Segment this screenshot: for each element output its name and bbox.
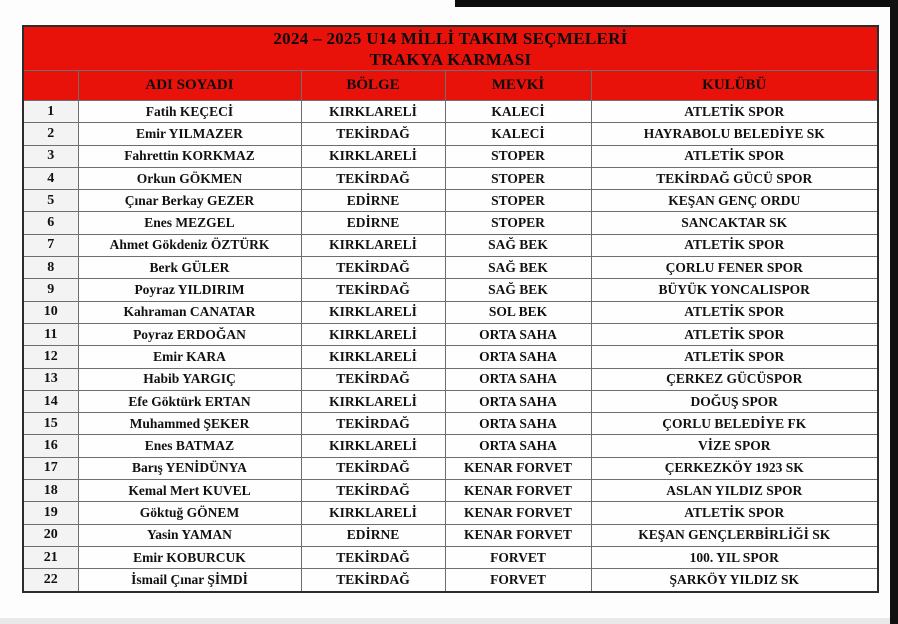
right-black-bar (890, 0, 898, 624)
club-cell: ÇORLU FENER SPOR (591, 257, 878, 279)
position-cell: KENAR FORVET (445, 502, 591, 524)
row-number-cell: 6 (23, 212, 78, 234)
table-row (23, 145, 878, 167)
player-name-cell: İsmail Çınar ŞİMDİ (78, 569, 301, 592)
row-number-cell: 10 (23, 301, 78, 323)
club-cell: HAYRABOLU BELEDİYE SK (591, 123, 878, 145)
row-number-cell: 21 (23, 546, 78, 568)
position-cell: ORTA SAHA (445, 435, 591, 457)
row-number-cell: 15 (23, 413, 78, 435)
region-cell: KIRKLARELİ (301, 346, 445, 368)
position-cell: KALECİ (445, 101, 591, 123)
table-row (23, 257, 878, 279)
player-name-cell: Göktuğ GÖNEM (78, 502, 301, 524)
player-name-cell: Kahraman CANATAR (78, 301, 301, 323)
player-name-cell: Enes MEZGEL (78, 212, 301, 234)
player-name-cell: Kemal Mert KUVEL (78, 480, 301, 502)
club-cell: KEŞAN GENÇ ORDU (591, 190, 878, 212)
region-cell: TEKİRDAĞ (301, 569, 445, 592)
position-cell: STOPER (445, 145, 591, 167)
row-number-cell: 19 (23, 502, 78, 524)
players-table (22, 25, 879, 593)
table-row (23, 279, 878, 301)
player-name-cell: Emir YILMAZER (78, 123, 301, 145)
position-cell: SOL BEK (445, 301, 591, 323)
table-row (23, 457, 878, 479)
club-cell: ATLETİK SPOR (591, 145, 878, 167)
title-line-1: 2024 – 2025 U14 MİLLİ TAKIM SEÇMELERİ (273, 28, 628, 48)
player-name-cell: Enes BATMAZ (78, 435, 301, 457)
club-cell: SANCAKTAR SK (591, 212, 878, 234)
table-row (23, 234, 878, 256)
row-number-cell: 3 (23, 145, 78, 167)
row-number-cell: 1 (23, 101, 78, 123)
row-number-cell: 14 (23, 390, 78, 412)
column-header-number (23, 71, 78, 101)
row-number-cell: 9 (23, 279, 78, 301)
position-cell: STOPER (445, 212, 591, 234)
region-cell: KIRKLARELİ (301, 502, 445, 524)
table-row (23, 123, 878, 145)
table-row (23, 502, 878, 524)
column-header-club: KULÜBÜ (591, 71, 878, 101)
region-cell: KIRKLARELİ (301, 234, 445, 256)
table-row (23, 480, 878, 502)
position-cell: STOPER (445, 167, 591, 189)
region-cell: TEKİRDAĞ (301, 457, 445, 479)
row-number-cell: 7 (23, 234, 78, 256)
column-header-region: BÖLGE (301, 71, 445, 101)
table-row (23, 212, 878, 234)
row-number-cell: 20 (23, 524, 78, 546)
position-cell: FORVET (445, 546, 591, 568)
player-name-cell: Poyraz YILDIRIM (78, 279, 301, 301)
player-name-cell: Ahmet Gökdeniz ÖZTÜRK (78, 234, 301, 256)
table-row (23, 346, 878, 368)
title-line-2: TRAKYA KARMASI (369, 49, 532, 69)
player-name-cell: Emir KOBURCUK (78, 546, 301, 568)
table-row (23, 569, 878, 592)
position-cell: KENAR FORVET (445, 524, 591, 546)
column-header-name: ADI SOYADI (78, 71, 301, 101)
player-name-cell: Habib YARGIÇ (78, 368, 301, 390)
region-cell: EDİRNE (301, 190, 445, 212)
club-cell: ATLETİK SPOR (591, 346, 878, 368)
region-cell: TEKİRDAĞ (301, 413, 445, 435)
club-cell: ÇORLU BELEDİYE FK (591, 413, 878, 435)
title-row (23, 26, 878, 71)
table-row (23, 546, 878, 568)
region-cell: TEKİRDAĞ (301, 167, 445, 189)
region-cell: EDİRNE (301, 212, 445, 234)
column-header-row (23, 71, 878, 101)
player-name-cell: Emir KARA (78, 346, 301, 368)
club-cell: KEŞAN GENÇLERBİRLİĞİ SK (591, 524, 878, 546)
club-cell: 100. YIL SPOR (591, 546, 878, 568)
region-cell: KIRKLARELİ (301, 301, 445, 323)
row-number-cell: 5 (23, 190, 78, 212)
position-cell: STOPER (445, 190, 591, 212)
club-cell: ATLETİK SPOR (591, 323, 878, 345)
position-cell: ORTA SAHA (445, 346, 591, 368)
position-cell: SAĞ BEK (445, 257, 591, 279)
player-name-cell: Fatih KEÇECİ (78, 101, 301, 123)
table-row (23, 435, 878, 457)
row-number-cell: 8 (23, 257, 78, 279)
club-cell: ATLETİK SPOR (591, 234, 878, 256)
player-name-cell: Orkun GÖKMEN (78, 167, 301, 189)
region-cell: TEKİRDAĞ (301, 279, 445, 301)
club-cell: DOĞUŞ SPOR (591, 390, 878, 412)
table-row (23, 323, 878, 345)
table-row (23, 101, 878, 123)
region-cell: TEKİRDAĞ (301, 546, 445, 568)
position-cell: SAĞ BEK (445, 279, 591, 301)
row-number-cell: 11 (23, 323, 78, 345)
region-cell: TEKİRDAĞ (301, 123, 445, 145)
club-cell: ÇERKEZ GÜCÜSPOR (591, 368, 878, 390)
row-number-cell: 16 (23, 435, 78, 457)
row-number-cell: 17 (23, 457, 78, 479)
position-cell: ORTA SAHA (445, 390, 591, 412)
player-name-cell: Berk GÜLER (78, 257, 301, 279)
club-cell: ATLETİK SPOR (591, 301, 878, 323)
row-number-cell: 4 (23, 167, 78, 189)
table-row (23, 413, 878, 435)
position-cell: FORVET (445, 569, 591, 592)
row-number-cell: 12 (23, 346, 78, 368)
bottom-grey-bar (0, 618, 890, 624)
player-name-cell: Efe Göktürk ERTAN (78, 390, 301, 412)
club-cell: ÇERKEZKÖY 1923 SK (591, 457, 878, 479)
region-cell: TEKİRDAĞ (301, 257, 445, 279)
table-row (23, 190, 878, 212)
club-cell: ASLAN YILDIZ SPOR (591, 480, 878, 502)
region-cell: EDİRNE (301, 524, 445, 546)
player-name-cell: Poyraz ERDOĞAN (78, 323, 301, 345)
region-cell: KIRKLARELİ (301, 390, 445, 412)
table-row (23, 390, 878, 412)
position-cell: ORTA SAHA (445, 323, 591, 345)
player-name-cell: Barış YENİDÜNYA (78, 457, 301, 479)
region-cell: KIRKLARELİ (301, 101, 445, 123)
player-name-cell: Muhammed ŞEKER (78, 413, 301, 435)
position-cell: KENAR FORVET (445, 480, 591, 502)
position-cell: KALECİ (445, 123, 591, 145)
region-cell: TEKİRDAĞ (301, 368, 445, 390)
selection-table (22, 25, 879, 593)
player-name-cell: Yasin YAMAN (78, 524, 301, 546)
region-cell: TEKİRDAĞ (301, 480, 445, 502)
region-cell: KIRKLARELİ (301, 435, 445, 457)
table-row (23, 368, 878, 390)
top-black-bar (455, 0, 898, 7)
row-number-cell: 18 (23, 480, 78, 502)
position-cell: KENAR FORVET (445, 457, 591, 479)
club-cell: ATLETİK SPOR (591, 502, 878, 524)
row-number-cell: 13 (23, 368, 78, 390)
region-cell: KIRKLARELİ (301, 145, 445, 167)
player-name-cell: Çınar Berkay GEZER (78, 190, 301, 212)
row-number-cell: 22 (23, 569, 78, 592)
club-cell: VİZE SPOR (591, 435, 878, 457)
position-cell: ORTA SAHA (445, 368, 591, 390)
table-body (23, 101, 878, 592)
table-row (23, 301, 878, 323)
column-header-position: MEVKİ (445, 71, 591, 101)
player-name-cell: Fahrettin KORKMAZ (78, 145, 301, 167)
club-cell: ŞARKÖY YILDIZ SK (591, 569, 878, 592)
table-row (23, 167, 878, 189)
club-cell: BÜYÜK YONCALISPOR (591, 279, 878, 301)
row-number-cell: 2 (23, 123, 78, 145)
table-row (23, 524, 878, 546)
club-cell: TEKİRDAĞ GÜCÜ SPOR (591, 167, 878, 189)
position-cell: ORTA SAHA (445, 413, 591, 435)
position-cell: SAĞ BEK (445, 234, 591, 256)
region-cell: KIRKLARELİ (301, 323, 445, 345)
table-title (23, 26, 878, 71)
club-cell: ATLETİK SPOR (591, 101, 878, 123)
